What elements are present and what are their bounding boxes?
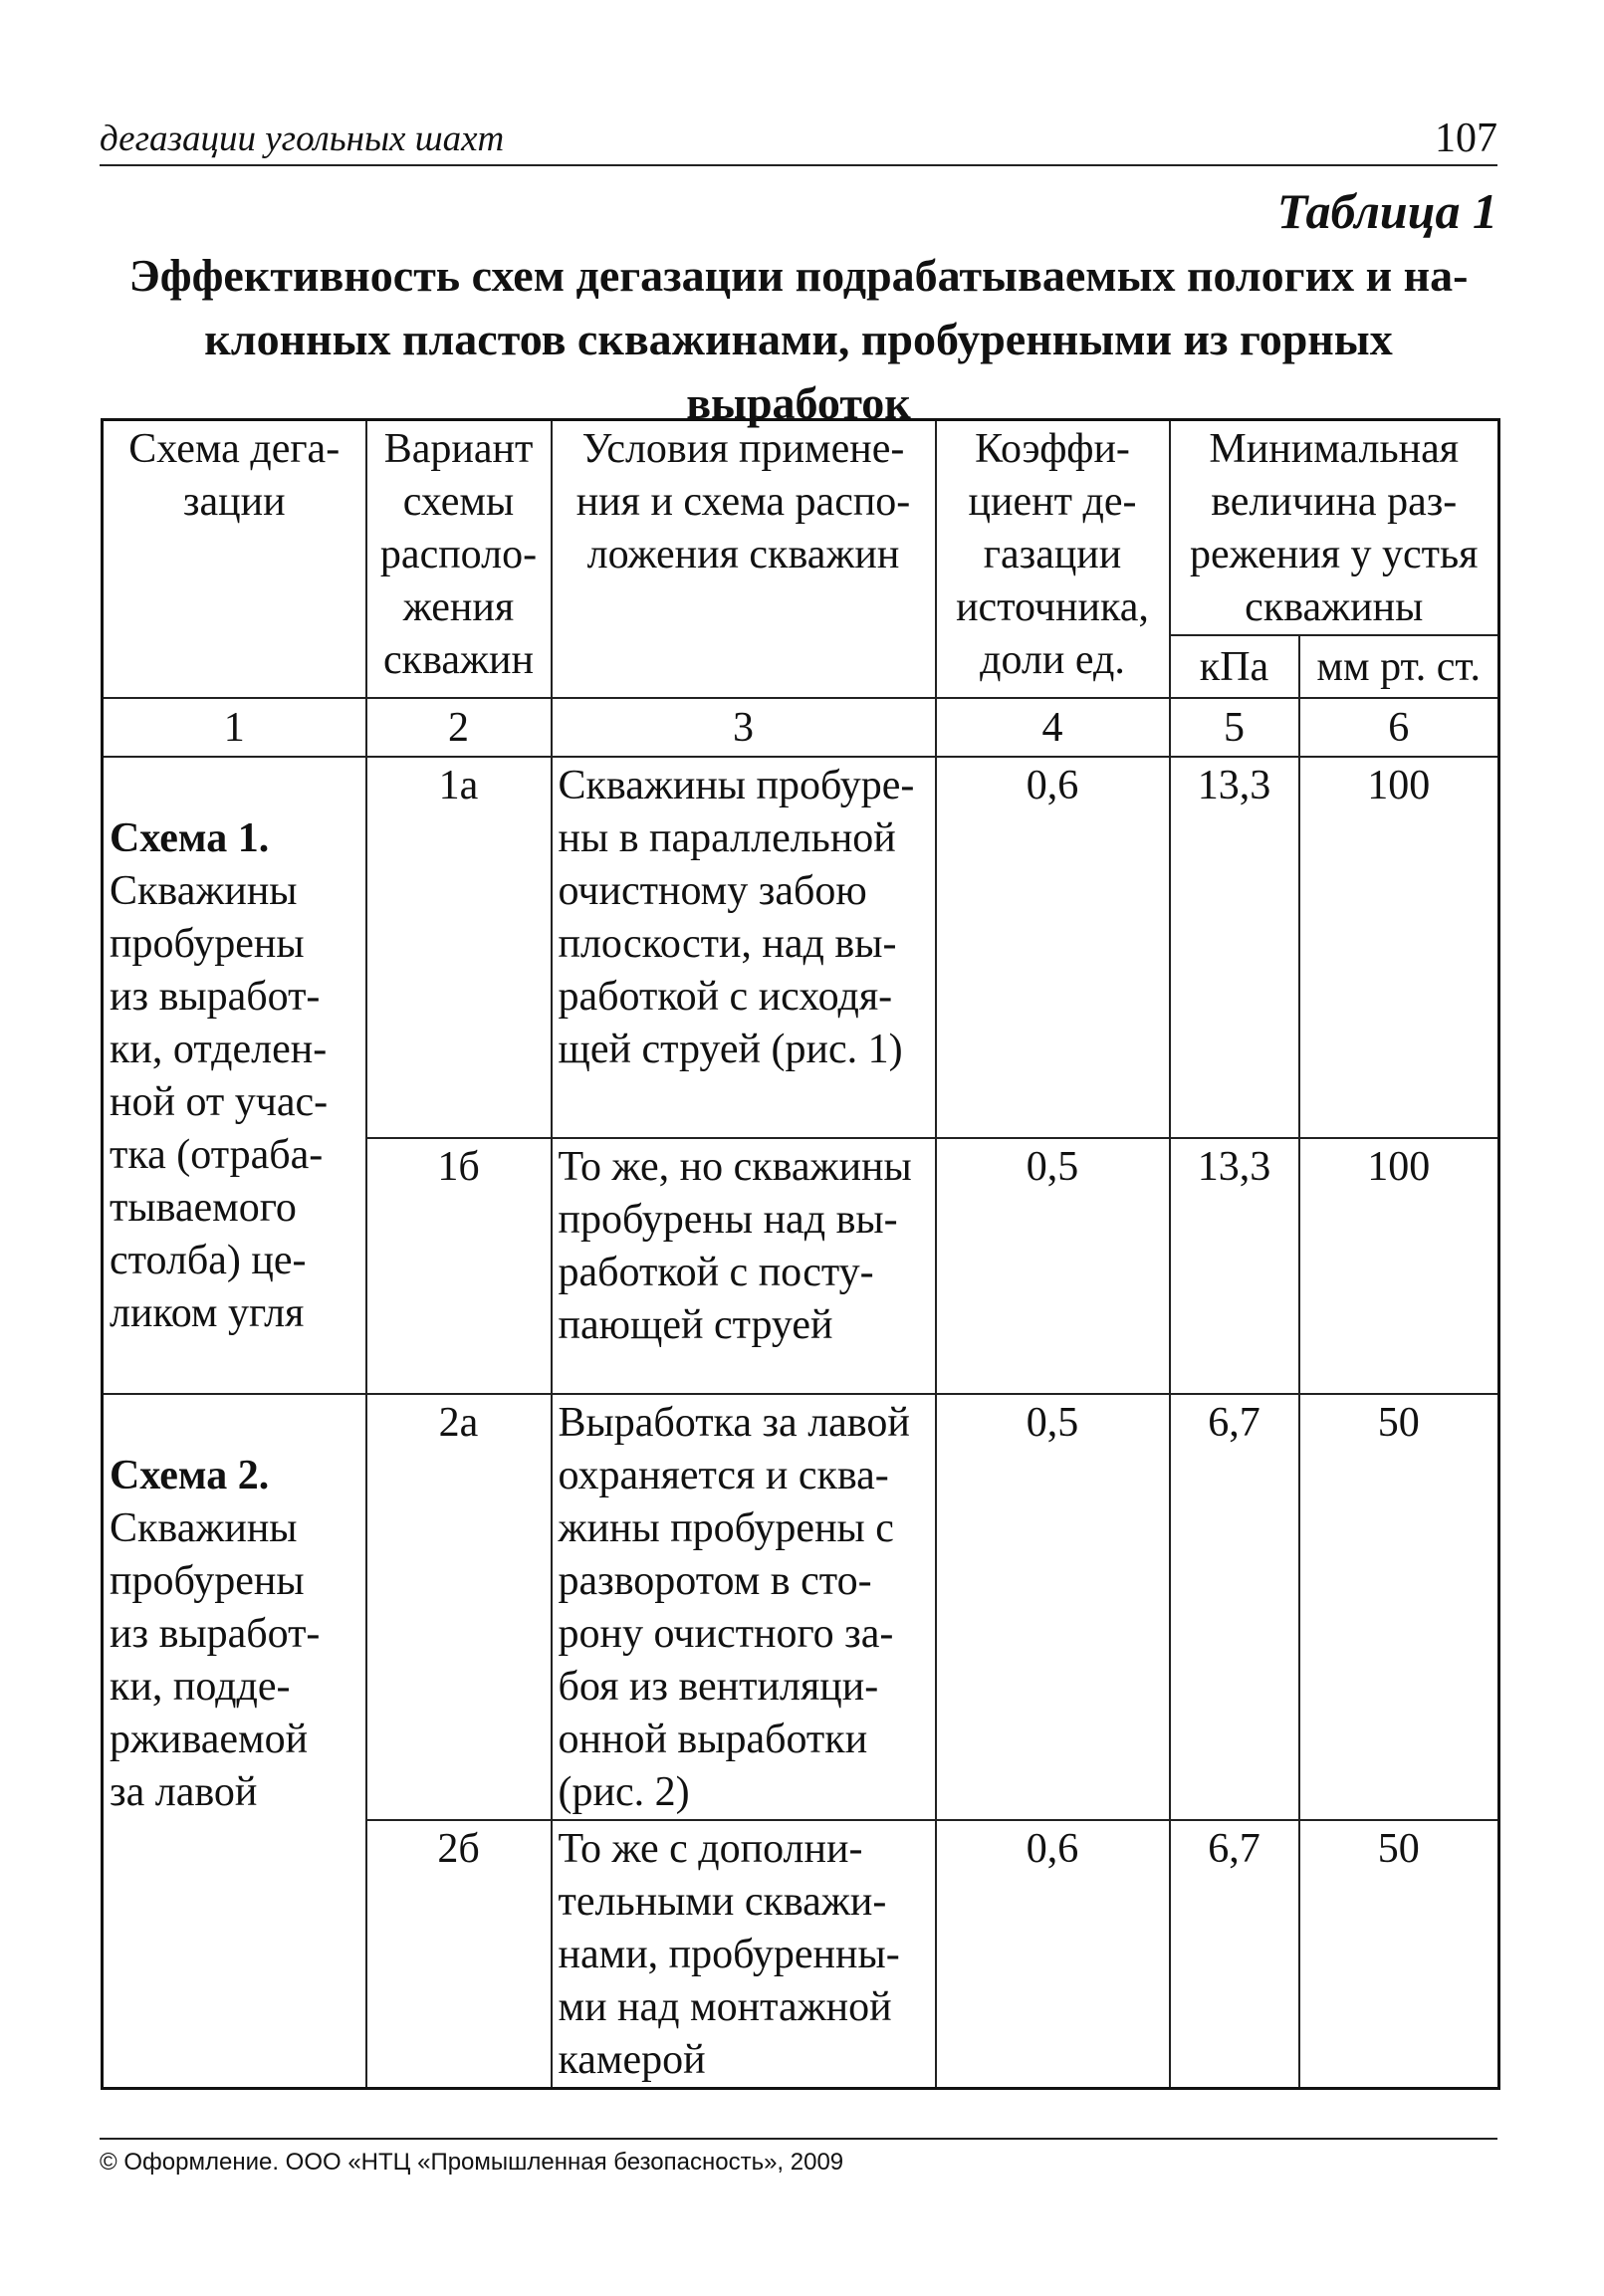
coefficient-cell: 0,6 (936, 1820, 1170, 2089)
kpa-cell: 6,7 (1170, 1394, 1299, 1820)
variant-cell: 2а (366, 1394, 552, 1820)
conditions-cell: То же с дополни- тельными скважи- нами, пробуренны- ми над монтажной камерой (552, 1820, 936, 2089)
mm-hg-cell: 50 (1299, 1394, 1499, 1820)
table-label: Таблица 1 (1276, 183, 1497, 239)
copyright-notice: © Оформление. ООО «НТЦ «Промышленная безопасность», 2009 (100, 2149, 844, 2176)
header-scheme: Схема дега- зации (103, 420, 366, 699)
column-number: 2 (366, 698, 552, 757)
table-row (103, 1394, 1499, 1820)
kpa-cell: 6,7 (1170, 1820, 1299, 2089)
efficiency-table (101, 418, 1500, 2090)
column-number: 5 (1170, 698, 1299, 757)
scheme-cell (103, 757, 366, 1394)
caption-line: клонных пластов скважинами, пробуренными из горных выработок (204, 314, 1393, 428)
header-variant: Вариант схемы располо- жения скважин (366, 420, 552, 699)
header-conditions: Условия примене- ния и схема распо- ложения скважин (552, 420, 936, 699)
scheme-title: Схема 2. (110, 1453, 270, 1498)
variant-cell: 1а (366, 757, 552, 1138)
header-coefficient: Коэффи- циент де- газации источника, доли ед. (936, 420, 1170, 699)
caption-line: Эффективность схем дегазации подрабатываемых пологих и на- (128, 250, 1469, 301)
running-title: дегазации угольных шахт (100, 118, 505, 159)
conditions-cell: То же, но скважины пробурены над вы- работкой с посту- пающей струей (552, 1138, 936, 1394)
conditions-cell: Скважины пробуре- ны в параллельной очистному забою плоскости, над вы- работкой с исходя- щей струей (рис. 1) (552, 757, 936, 1138)
mm-hg-cell: 100 (1299, 1138, 1499, 1394)
column-number: 1 (103, 698, 366, 757)
variant-cell: 1б (366, 1138, 552, 1394)
table-caption (100, 244, 1497, 435)
kpa-cell: 13,3 (1170, 757, 1299, 1138)
kpa-cell: 13,3 (1170, 1138, 1299, 1394)
variant-cell: 2б (366, 1820, 552, 2089)
column-number: 4 (936, 698, 1170, 757)
header-mm-hg: мм рт. ст. (1299, 635, 1499, 698)
scheme-title: Схема 1. (110, 815, 270, 861)
column-number-row (103, 698, 1499, 757)
column-number: 6 (1299, 698, 1499, 757)
running-header (100, 105, 1497, 166)
header-kpa: кПа (1170, 635, 1299, 698)
page-number: 107 (1435, 115, 1497, 161)
coefficient-cell: 0,6 (936, 757, 1170, 1138)
scheme-cell (103, 1394, 366, 2089)
coefficient-cell: 0,5 (936, 1138, 1170, 1394)
coefficient-cell: 0,5 (936, 1394, 1170, 1820)
scheme-description: Скважины пробурены из выработ- ки, подде- рживаемой за лавой (110, 1505, 321, 1815)
footer-rule (100, 2138, 1497, 2140)
header-min-vacuum: Минимальная величина раз- режения у устья скважины (1170, 420, 1499, 636)
scheme-description: Скважины пробурены из выработ- ки, отделен- ной от учас- тка (отраба- тываемого столба) це- ликом угля (110, 868, 329, 1336)
conditions-cell: Выработка за лавой охраняется и сква- жины пробурены с разворотом в сто- рону очистного за- боя из вентиляци- онной выработки (рис. 2) (552, 1394, 936, 1820)
column-number: 3 (552, 698, 936, 757)
mm-hg-cell: 50 (1299, 1820, 1499, 2089)
mm-hg-cell: 100 (1299, 757, 1499, 1138)
table-row (103, 757, 1499, 1138)
